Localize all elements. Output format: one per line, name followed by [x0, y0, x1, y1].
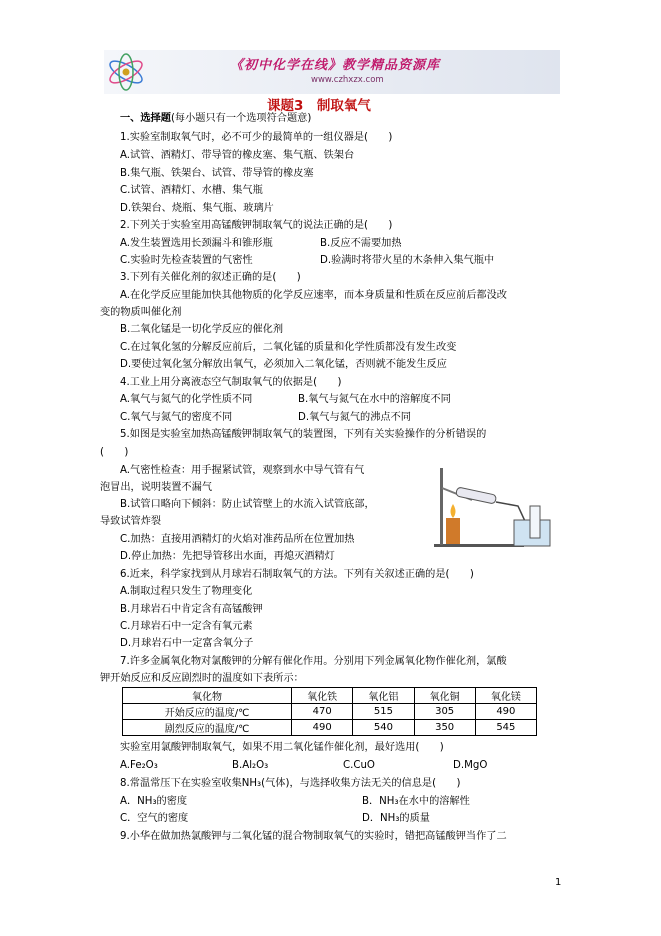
question-7-cont: 钾开始反应和反应剧烈时的温度如下表所示：: [100, 673, 304, 684]
apparatus-figure: [426, 458, 553, 550]
q6-option-a: A.制取过程只发生了物理变化: [120, 586, 253, 597]
q2-option-a: A.发生装置选用长颈漏斗和锥形瓶: [120, 238, 273, 249]
section-label: 一、选择题: [120, 113, 171, 124]
q2-option-b: B.反应不需要加热: [320, 238, 402, 249]
q3-option-b: B.二氧化锰是一切化学反应的催化剂: [120, 324, 284, 335]
question-6: 6.近来，科学家找到从月球岩石制取氧气的方法。下列有关叙述正确的是( ): [120, 569, 474, 580]
table-cell: 540: [353, 720, 414, 736]
question-7: 7.许多金属氧化物对氯酸钾的分解有催化作用。分别用下列金属氧化物作催化剂，氯酸: [120, 656, 507, 667]
q3-option-c: C.在过氧化氢的分解反应前后，二氧化锰的质量和化学性质都没有发生改变: [120, 342, 457, 353]
q4-option-b: B.氧气与氮气在水中的溶解度不同: [298, 394, 451, 405]
question-9: 9.小华在做加热氯酸钾与二氧化锰的混合物制取氧气的实验时，错把高锰酸钾当作了二: [120, 831, 507, 842]
q5-option-b-cont: 导致试管炸裂: [100, 516, 162, 527]
table-header-cell: 氧化铜: [414, 688, 475, 704]
table-cell: 剧烈反应的温度/℃: [123, 720, 292, 736]
q1-option-b: B.集气瓶、铁架台、试管、带导管的橡皮塞: [120, 168, 314, 179]
q8-option-c: C．空气的密度: [120, 813, 189, 824]
q1-option-d: D.铁架台、烧瓶、集气瓶、玻璃片: [120, 203, 274, 214]
q7-option-c: C.CuO: [343, 760, 375, 771]
section-note: (每小题只有一个选项符合题意): [170, 113, 312, 124]
question-5-cont: ( ): [100, 447, 129, 458]
q5-option-a: A.气密性检查：用手握紧试管，观察到水中导气管有气: [120, 465, 365, 476]
table-header-row: [123, 688, 537, 704]
atom-logo-icon: [104, 50, 148, 94]
table-cell: 490: [292, 720, 353, 736]
q6-option-d: D.月球岩石中一定富含氧分子: [120, 638, 254, 649]
q4-option-a: A.氧气与氮气的化学性质不同: [120, 394, 253, 405]
page-number: 1: [555, 877, 562, 888]
q3-option-a-cont: 变的物质叫催化剂: [100, 307, 182, 318]
table-row: [123, 704, 537, 720]
table-header-cell: 氧化铁: [292, 688, 353, 704]
q5-option-c: C.加热：直接用酒精灯的火焰对准药品所在位置加热: [120, 534, 355, 545]
question-8: 8.常温常压下在实验室收集NH₃(气体)，与选择收集方法无关的信息是( ): [120, 778, 461, 789]
table-cell: 490: [475, 704, 536, 720]
table-cell: 515: [353, 704, 414, 720]
q4-option-c: C.氧气与氮气的密度不同: [120, 412, 233, 423]
catalyst-temperature-table: [122, 687, 537, 736]
banner-title: 《初中化学在线》教学精品资源库: [230, 58, 441, 73]
q8-option-b: B．NH₃在水中的溶解性: [362, 796, 470, 807]
question-7-ask: 实验室用氯酸钾制取氧气，如果不用二氧化锰作催化剂，最好选用( ): [120, 742, 444, 753]
section-heading: [120, 112, 311, 125]
q5-option-a-cont: 泡冒出，说明装置不漏气: [100, 482, 213, 493]
q1-option-a: A.试管、酒精灯、带导管的橡皮塞、集气瓶、铁架台: [120, 150, 355, 161]
q8-option-a: A．NH₃的密度: [120, 796, 188, 807]
table-header-cell: 氧化铝: [353, 688, 414, 704]
q5-option-b: B.试管口略向下倾斜：防止试管壁上的水流入试管底部，: [120, 499, 375, 510]
q3-option-a: A.在化学反应里能加快其他物质的化学反应速率，而本身质量和性质在反应前后都没改: [120, 290, 507, 301]
table-cell: 开始反应的温度/℃: [123, 704, 292, 720]
question-1: 1.实验室制取氧气时，必不可少的最简单的一组仪器是( ): [120, 132, 393, 143]
q6-option-c: C.月球岩石中一定含有氧元素: [120, 621, 253, 632]
q7-option-d: D.MgO: [453, 760, 488, 771]
q1-option-c: C.试管、酒精灯、水槽、集气瓶: [120, 185, 263, 196]
q3-option-d: D.要使过氧化氢分解放出氧气，必须加入二氧化锰，否则就不能发生反应: [120, 359, 447, 370]
table-row: [123, 720, 537, 736]
q5-option-d: D.停止加热：先把导管移出水面，再熄灭酒精灯: [120, 551, 335, 562]
table-cell: 545: [475, 720, 536, 736]
banner-url: www.czhxzx.com: [311, 75, 384, 85]
question-3: 3.下列有关催化剂的叙述正确的是( ): [120, 272, 301, 283]
q6-option-b: B.月球岩石中肯定含有高锰酸钾: [120, 604, 263, 615]
table-cell: 470: [292, 704, 353, 720]
q7-option-b: B.Al₂O₃: [232, 760, 269, 771]
table-cell: 350: [414, 720, 475, 736]
question-5: 5.如图是实验室加热高锰酸钾制取氧气的装置图，下列有关实验操作的分析错误的: [120, 429, 487, 440]
table-cell: 305: [414, 704, 475, 720]
q2-option-d: D.验满时将带火星的木条伸入集气瓶中: [320, 255, 495, 266]
question-2: 2.下列关于实验室用高锰酸钾制取氧气的说法正确的是( ): [120, 220, 393, 231]
table-header-cell: 氧化物: [123, 688, 292, 704]
question-4: 4.工业上用分离液态空气制取氧气的依据是( ): [120, 377, 342, 388]
q7-option-a: A.Fe₂O₃: [120, 760, 158, 771]
page-title: 课题3 制取氧气: [267, 98, 371, 114]
q2-option-c: C.实验时先检查装置的气密性: [120, 255, 253, 266]
table-header-cell: 氧化镁: [475, 688, 536, 704]
q4-option-d: D.氧气与氮气的沸点不同: [298, 412, 411, 423]
q8-option-d: D．NH₃的质量: [362, 813, 430, 824]
